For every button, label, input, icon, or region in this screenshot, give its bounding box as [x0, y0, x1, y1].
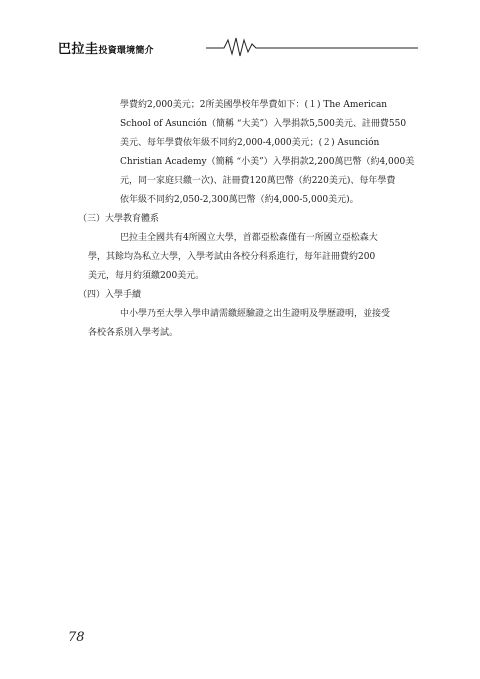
page-number: 78	[68, 630, 85, 645]
text-line: 學，其餘均為私立大學，入學考試由各校分科系進行，每年註冊費約200	[88, 252, 376, 262]
header-title-sub: 投資環境簡介	[98, 46, 154, 56]
text-line: Christian Academy（簡稱 “小美”）入學捐款2,200萬巴幣（約4,000美	[120, 157, 415, 167]
text-line: 依年級不同約2,050-2,300萬巴幣（約4,000-5,000美元)。	[120, 195, 359, 205]
text-line: 美元、每年學費依年級不同約2,000-4,000美元；(２) Asunción	[120, 138, 380, 148]
text-line: 中小學乃至大學入學申請需繳經驗證之出生證明及學歷證明，並接受	[120, 309, 391, 319]
text-line: School of Asunción（簡稱 “大美”）入學捐款5,500美元、註冊費550	[120, 119, 407, 129]
header-title	[58, 38, 154, 57]
text-line: 巴拉圭全國共有4所國立大學，首都亞松森僅有一所國立亞松森大	[120, 233, 378, 243]
text-line: 美元，每月約須繳200美元。	[88, 271, 205, 281]
university-paragraph	[58, 229, 418, 286]
text-line: 元，同一家庭只繳一次)、註冊費120萬巴幣（約220美元)、每年學費	[120, 176, 396, 186]
text-line: 學費約2,000美元；2所美國學校年學費如下：(１) The American	[120, 100, 388, 110]
text-line: 各校各系別入學考試。	[88, 328, 179, 338]
page-body	[58, 96, 418, 343]
running-header	[58, 34, 418, 58]
section-heading-university: （三）大學教育體系	[78, 214, 160, 224]
header-title-main: 巴拉圭	[58, 42, 99, 57]
school-fees-paragraph	[58, 96, 418, 210]
heartbeat-rule-icon	[206, 34, 418, 58]
section-heading-admission: （四）入學手續	[78, 290, 142, 300]
admission-paragraph	[58, 305, 418, 343]
